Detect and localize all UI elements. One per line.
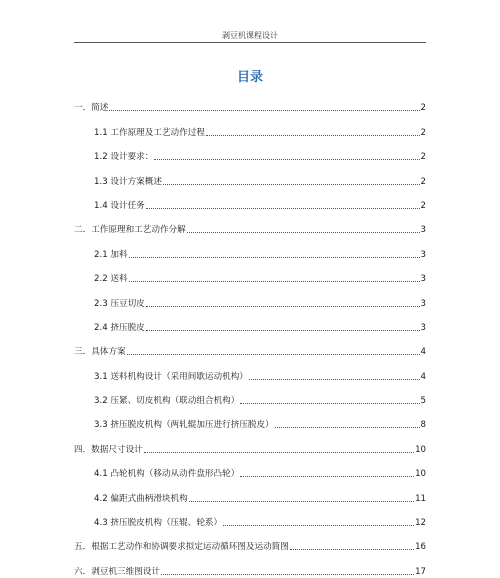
dot-leader bbox=[240, 403, 419, 404]
toc-entry-text: 3.1 送料机构设计（采用间歇运动机构） bbox=[94, 371, 248, 382]
toc-entry-text: 三．具体方案 bbox=[74, 347, 126, 358]
toc-entry-2-3[interactable] bbox=[74, 285, 426, 309]
toc-entry-text: 四．数据尺寸设计 bbox=[74, 444, 143, 455]
toc-entry-5[interactable] bbox=[74, 529, 426, 553]
dot-leader bbox=[146, 208, 420, 209]
toc-entry-page: 2 bbox=[420, 103, 426, 114]
toc-entry-text: 3.2 压紧、切皮机构（联动组合机构） bbox=[94, 396, 240, 407]
dot-leader bbox=[154, 159, 419, 160]
table-of-contents bbox=[74, 90, 426, 578]
toc-entry-3-1[interactable] bbox=[74, 358, 426, 382]
toc-entry-page: 17 bbox=[415, 566, 426, 577]
toc-entry-2[interactable] bbox=[74, 212, 426, 236]
toc-entry-1-3[interactable] bbox=[74, 163, 426, 187]
toc-entry-page: 2 bbox=[420, 152, 426, 163]
dot-leader bbox=[129, 257, 420, 258]
toc-title: 目录 bbox=[236, 70, 263, 85]
toc-entry-text: 2.1 加料 bbox=[94, 249, 128, 260]
toc-entry-text: 4.1 凸轮机构（移动从动件盘形凸轮） bbox=[94, 469, 240, 480]
toc-entry-3-3[interactable] bbox=[74, 407, 426, 431]
toc-entry-text: 2.4 挤压脱皮 bbox=[94, 322, 145, 333]
toc-entry-page: 2 bbox=[420, 127, 426, 138]
toc-entry-text: 4.2 偏距式曲柄滑块机构 bbox=[94, 493, 188, 504]
dot-leader bbox=[163, 184, 420, 185]
toc-entry-4-3[interactable] bbox=[74, 505, 426, 529]
dot-leader bbox=[109, 110, 419, 111]
toc-entry-page: 3 bbox=[420, 225, 426, 236]
toc-entry-3-2[interactable] bbox=[74, 383, 426, 407]
toc-entry-4-2[interactable] bbox=[74, 480, 426, 504]
toc-entry-1[interactable] bbox=[74, 90, 426, 114]
dot-leader bbox=[144, 452, 414, 453]
dot-leader bbox=[129, 281, 420, 282]
toc-entry-1-1[interactable] bbox=[74, 114, 426, 138]
toc-entry-page: 4 bbox=[420, 371, 426, 382]
toc-entry-page: 2 bbox=[420, 176, 426, 187]
dot-leader bbox=[240, 476, 414, 477]
toc-entry-page: 5 bbox=[420, 396, 426, 407]
toc-entry-text: 六．剥豆机三维图设计 bbox=[74, 566, 160, 577]
dot-leader bbox=[127, 354, 420, 355]
toc-entry-2-4[interactable] bbox=[74, 310, 426, 334]
toc-entry-text: 1.4 设计任务 bbox=[94, 200, 145, 211]
toc-entry-6[interactable] bbox=[74, 553, 426, 577]
toc-entry-4-1[interactable] bbox=[74, 456, 426, 480]
toc-entry-text: 1.2 设计要求： bbox=[94, 152, 154, 163]
toc-entry-page: 11 bbox=[415, 493, 426, 504]
dot-leader bbox=[146, 306, 420, 307]
dot-leader bbox=[146, 330, 420, 331]
toc-entry-text: 3.3 挤压脱皮机构（两轧辊加压进行挤压脱皮） bbox=[94, 420, 274, 431]
toc-entry-1-2[interactable] bbox=[74, 139, 426, 163]
toc-entry-text: 4.3 挤压脱皮机构（压辊、轮系） bbox=[94, 518, 223, 529]
header-rule bbox=[74, 42, 426, 43]
dot-leader bbox=[161, 574, 414, 575]
toc-entry-text: 2.2 送料 bbox=[94, 274, 128, 285]
toc-entry-page: 3 bbox=[420, 274, 426, 285]
toc-entry-page: 2 bbox=[420, 200, 426, 211]
toc-entry-page: 16 bbox=[415, 542, 426, 553]
toc-entry-2-2[interactable] bbox=[74, 261, 426, 285]
toc-entry-page: 10 bbox=[415, 469, 426, 480]
toc-entry-2-1[interactable] bbox=[74, 236, 426, 260]
toc-entry-1-4[interactable] bbox=[74, 188, 426, 212]
toc-entry-text: 一．简述 bbox=[74, 103, 109, 114]
dot-leader bbox=[275, 427, 420, 428]
toc-entry-page: 8 bbox=[420, 420, 426, 431]
dot-leader bbox=[189, 501, 414, 502]
page-header: 剥豆机课程设计 bbox=[222, 31, 278, 40]
toc-entry-text: 1.1 工作原理及工艺动作过程 bbox=[94, 127, 205, 138]
toc-entry-page: 3 bbox=[420, 322, 426, 333]
toc-entry-page: 3 bbox=[420, 249, 426, 260]
toc-entry-page: 3 bbox=[420, 298, 426, 309]
toc-entry-page: 10 bbox=[415, 444, 426, 455]
toc-entry-text: 2.3 压豆切皮 bbox=[94, 298, 145, 309]
toc-entry-text: 1.3 设计方案概述 bbox=[94, 176, 162, 187]
dot-leader bbox=[249, 379, 420, 380]
dot-leader bbox=[290, 549, 414, 550]
toc-entry-3[interactable] bbox=[74, 334, 426, 358]
toc-entry-text: 五．根据工艺动作和协调要求拟定运动循环图及运动简图 bbox=[74, 542, 289, 553]
toc-entry-text: 二．工作原理和工艺动作分解 bbox=[74, 225, 186, 236]
dot-leader bbox=[187, 232, 420, 233]
toc-entry-page: 12 bbox=[415, 518, 426, 529]
toc-entry-page: 4 bbox=[420, 347, 426, 358]
dot-leader bbox=[223, 525, 414, 526]
dot-leader bbox=[206, 135, 420, 136]
toc-entry-4[interactable] bbox=[74, 431, 426, 455]
